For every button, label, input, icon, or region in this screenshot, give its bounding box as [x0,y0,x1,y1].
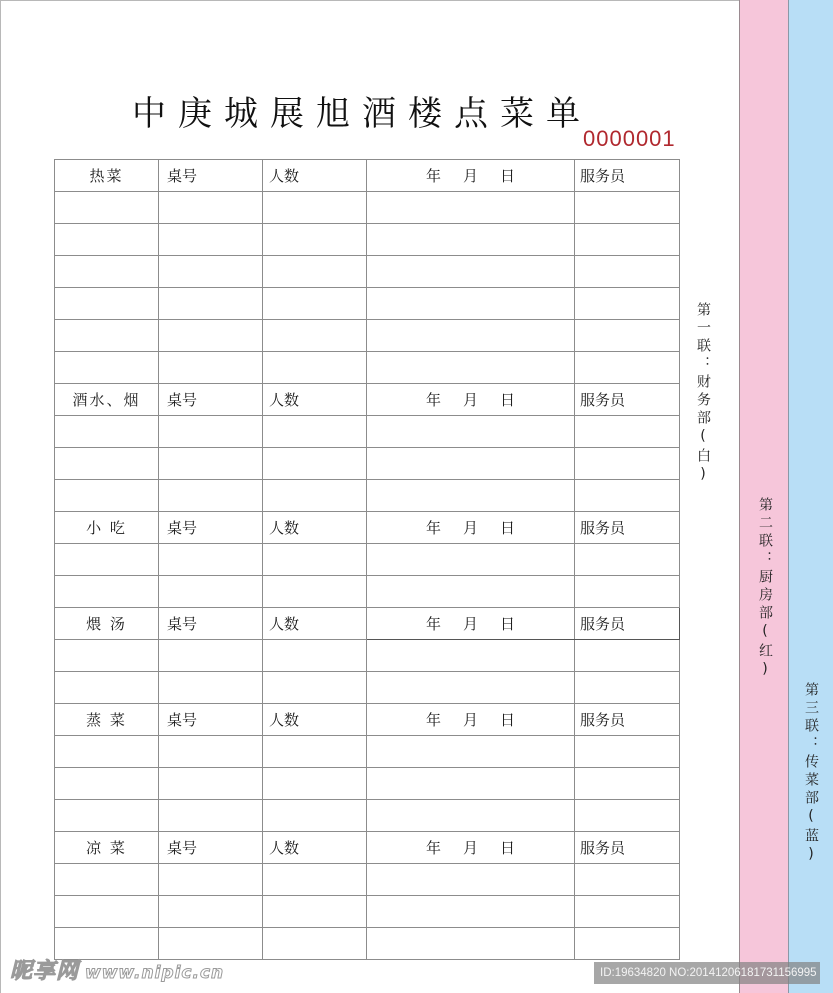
people-count-cell[interactable] [263,288,367,320]
date-cell[interactable] [367,224,575,256]
people-count-label: 人数 [263,160,367,192]
blank-entry-row [55,224,680,256]
date-cell[interactable] [367,800,575,832]
month-label: 月 [462,615,478,633]
date-cell[interactable] [367,768,575,800]
date-cell[interactable] [367,352,575,384]
waiter-cell[interactable] [575,192,680,224]
people-count-cell[interactable] [263,896,367,928]
waiter-cell[interactable] [575,544,680,576]
form-title: 中庚城展旭酒楼点菜单 [132,94,592,134]
blank-entry-row [55,288,680,320]
blank-entry-row [55,256,680,288]
year-label: 年 [425,391,441,409]
date-cell[interactable] [367,896,575,928]
waiter-label: 服务员 [575,608,680,640]
table-no-cell[interactable] [159,352,263,384]
table-no-cell[interactable] [159,640,263,672]
date-cell[interactable] [367,320,575,352]
table-no-cell[interactable] [159,896,263,928]
people-count-cell[interactable] [263,736,367,768]
category-label: 煨 汤 [55,608,159,640]
table-no-cell[interactable] [159,192,263,224]
blank-entry-row [55,416,680,448]
copy3-label: 第三联：传菜部(蓝) [803,682,819,866]
people-count-cell[interactable] [263,416,367,448]
waiter-label: 服务员 [575,512,680,544]
table-no-cell[interactable] [159,800,263,832]
category-label: 凉 菜 [55,832,159,864]
table-no-cell[interactable] [159,672,263,704]
waiter-label: 服务员 [575,160,680,192]
waiter-cell[interactable] [575,288,680,320]
date-cell[interactable] [367,864,575,896]
month-label: 月 [462,519,478,537]
waiter-cell[interactable] [575,352,680,384]
people-count-cell[interactable] [263,192,367,224]
dish-cell[interactable] [55,800,159,832]
table-no-label: 桌号 [159,384,263,416]
month-label: 月 [462,839,478,857]
month-label: 月 [462,391,478,409]
section-header-row [55,832,680,864]
year-label: 年 [425,519,441,537]
waiter-label: 服务员 [575,832,680,864]
dish-cell[interactable] [55,544,159,576]
waiter-cell[interactable] [575,256,680,288]
table-no-cell[interactable] [159,416,263,448]
watermark-id: ID:19634820 NO:20141206181731156995 [594,962,820,984]
blank-entry-row [55,800,680,832]
blank-entry-row [55,192,680,224]
year-label: 年 [425,615,441,633]
serial-number: 0000001 [583,126,676,151]
waiter-cell[interactable] [575,224,680,256]
dish-cell[interactable] [55,864,159,896]
people-count-cell[interactable] [263,544,367,576]
date-label [367,832,575,864]
dish-cell[interactable] [55,288,159,320]
copy1-label: 第一联：财务部(白) [695,302,711,486]
table-no-cell[interactable] [159,224,263,256]
people-count-cell[interactable] [263,480,367,512]
date-cell[interactable] [367,288,575,320]
day-label: 日 [500,167,516,185]
dish-cell[interactable] [55,480,159,512]
section-header-row [55,704,680,736]
people-count-label: 人数 [263,384,367,416]
people-count-cell[interactable] [263,256,367,288]
category-label: 热菜 [55,160,159,192]
waiter-cell[interactable] [575,576,680,608]
people-count-cell[interactable] [263,320,367,352]
table-no-cell[interactable] [159,544,263,576]
category-label: 小 吃 [55,512,159,544]
category-label: 酒水、烟 [55,384,159,416]
waiter-cell[interactable] [575,800,680,832]
date-cell[interactable] [367,192,575,224]
copy2-label: 第二联：厨房部(红) [757,497,773,681]
day-label: 日 [500,839,516,857]
table-no-cell[interactable] [159,448,263,480]
people-count-cell[interactable] [263,640,367,672]
blank-entry-row [55,896,680,928]
waiter-cell[interactable] [575,320,680,352]
day-label: 日 [500,711,516,729]
waiter-cell[interactable] [575,736,680,768]
table-no-cell[interactable] [159,736,263,768]
people-count-cell[interactable] [263,224,367,256]
waiter-cell[interactable] [575,768,680,800]
date-cell[interactable] [367,576,575,608]
blank-entry-row [55,352,680,384]
date-cell[interactable] [367,736,575,768]
waiter-label: 服务员 [575,384,680,416]
category-label: 蒸 菜 [55,704,159,736]
dish-cell[interactable] [55,320,159,352]
blank-entry-row [55,448,680,480]
date-label [367,384,575,416]
section-header-row [55,512,680,544]
date-cell[interactable] [367,928,575,960]
people-count-cell[interactable] [263,576,367,608]
table-no-cell[interactable] [159,320,263,352]
table-no-cell[interactable] [159,480,263,512]
day-label: 日 [500,519,516,537]
waiter-cell[interactable] [575,480,680,512]
dish-cell[interactable] [55,576,159,608]
date-cell[interactable] [367,672,575,704]
date-cell[interactable] [367,256,575,288]
people-count-cell[interactable] [263,768,367,800]
people-count-cell[interactable] [263,672,367,704]
blank-entry-row [55,320,680,352]
section-header-row [55,160,680,192]
people-count-label: 人数 [263,608,367,640]
order-table [54,159,680,960]
day-label: 日 [500,615,516,633]
watermark-url: www.nipic.cn [85,963,225,983]
people-count-label: 人数 [263,512,367,544]
table-no-label: 桌号 [159,832,263,864]
blank-entry-row [55,640,680,672]
dish-cell[interactable] [55,640,159,672]
blank-entry-row [55,736,680,768]
watermark-site-name: 昵享网 [10,959,80,984]
month-label: 月 [462,711,478,729]
people-count-cell[interactable] [263,448,367,480]
dish-cell[interactable] [55,352,159,384]
dish-cell[interactable] [55,416,159,448]
table-no-cell[interactable] [159,768,263,800]
dish-cell[interactable] [55,896,159,928]
dish-cell[interactable] [55,224,159,256]
dish-cell[interactable] [55,672,159,704]
dish-cell[interactable] [55,256,159,288]
date-label [367,512,575,544]
people-count-cell[interactable] [263,864,367,896]
table-no-label: 桌号 [159,608,263,640]
waiter-label: 服务员 [575,704,680,736]
dish-cell[interactable] [55,448,159,480]
date-cell[interactable] [367,544,575,576]
year-label: 年 [425,711,441,729]
date-label [367,704,575,736]
year-label: 年 [425,167,441,185]
date-cell[interactable] [367,448,575,480]
table-no-cell[interactable] [159,288,263,320]
people-count-cell[interactable] [263,800,367,832]
waiter-cell[interactable] [575,448,680,480]
people-count-label: 人数 [263,704,367,736]
people-count-cell[interactable] [263,352,367,384]
table-no-label: 桌号 [159,160,263,192]
blank-entry-row [55,864,680,896]
date-label [367,160,575,192]
blank-entry-row [55,544,680,576]
table-no-cell[interactable] [159,256,263,288]
section-header-row [55,384,680,416]
waiter-cell[interactable] [575,672,680,704]
people-count-cell[interactable] [263,928,367,960]
table-no-cell[interactable] [159,864,263,896]
dish-cell[interactable] [55,192,159,224]
year-label: 年 [425,839,441,857]
waiter-cell[interactable] [575,896,680,928]
date-cell[interactable] [367,480,575,512]
blank-entry-row [55,480,680,512]
waiter-cell[interactable] [575,864,680,896]
section-header-row [55,608,680,640]
blank-entry-row [55,768,680,800]
watermark-logo [10,954,224,985]
dish-cell[interactable] [55,768,159,800]
day-label: 日 [500,391,516,409]
table-no-label: 桌号 [159,512,263,544]
waiter-cell[interactable] [575,928,680,960]
date-label [367,608,575,640]
waiter-cell[interactable] [575,416,680,448]
month-label: 月 [462,167,478,185]
table-no-label: 桌号 [159,704,263,736]
date-cell[interactable] [367,640,575,672]
blank-entry-row [55,672,680,704]
date-cell[interactable] [367,416,575,448]
blank-entry-row [55,576,680,608]
table-no-cell[interactable] [159,576,263,608]
waiter-cell[interactable] [575,640,680,672]
people-count-label: 人数 [263,832,367,864]
dish-cell[interactable] [55,736,159,768]
